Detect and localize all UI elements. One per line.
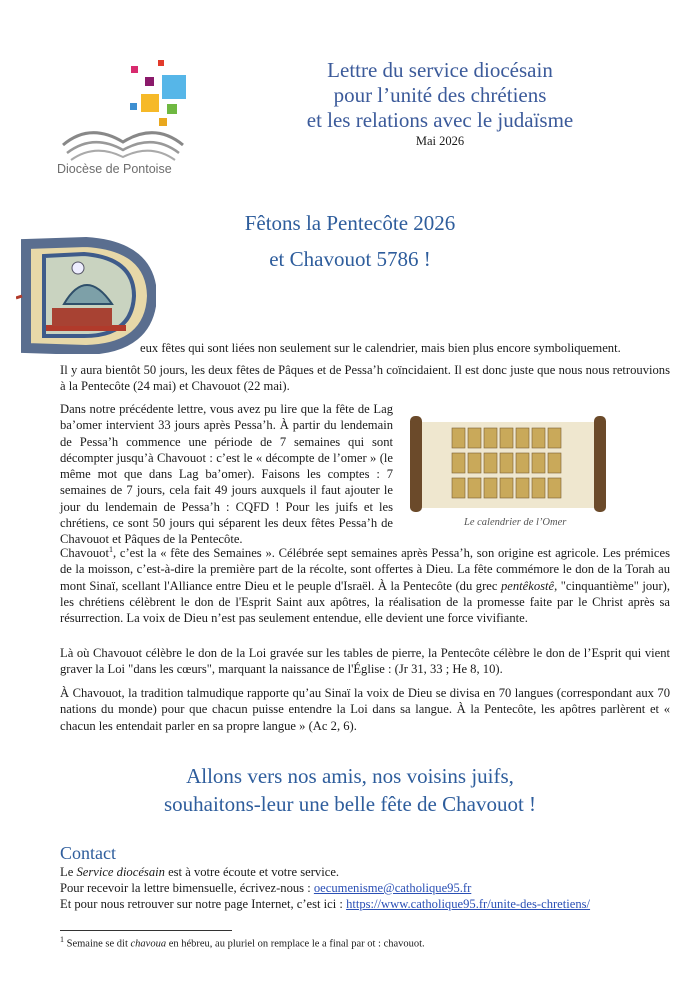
footnote-divider bbox=[60, 930, 232, 931]
paragraph-3-part-2: , "cinquantième" jour), les chrétiens célèbrent le don de l'Esprit Saint aux apôtres, la réalisation de la promesse faite par le Christ après sa résurrection. La voix de Dieu n’est pas seulement entendue, elle devient une force vivifiante. bbox=[60, 578, 671, 626]
contact-line-3-text: Et pour nous retrouver sur notre page Internet, c’est ici : bbox=[60, 897, 347, 911]
intro-paragraph: eux fêtes qui sont liées non seulement sur le calendrier, mais bien plus encore symboliquement. bbox=[140, 341, 621, 355]
letter-header bbox=[250, 58, 630, 149]
contact-line-1c: est à votre écoute et votre service. bbox=[164, 865, 340, 879]
paragraph-1: Il y aura bientôt 50 jours, les deux fêtes de Pâques et de Pessa’h coïncidaient. Il est donc juste que nous nous retrouvions à la Pentecôte (24 mai) et Chavouot (22 mai). bbox=[60, 363, 670, 394]
contact-block bbox=[60, 864, 590, 912]
contact-line-1a: Le bbox=[60, 865, 77, 879]
paragraph-2: Dans notre précédente lettre, vous avez pu lire que la fête de Lag ba’omer intervient 33 jours après Pessa’h. À partir du lendemain de Pessa’h commence une période de 7 semaines qui sont décompter jusqu’à Chavouot : c’est le « décompte de l’omer » (le même mot que dans Lag ba’omer). Faisons les comptes : 7 semaines de 7 jours, cela fait 49 jours auxquels il faut ajouter le jour du lendemain de Pessa’h : CQFD ! Pour les juifs et les chrétiens, ce sont 50 jours qui séparent les deux fêtes Pessa’h de Chavouot et Pâques de la Pentecôte. bbox=[60, 402, 393, 547]
footnote-number: 1 bbox=[60, 935, 64, 944]
contact-line-2 bbox=[60, 880, 590, 896]
email-link[interactable]: oecumenisme@catholique95.fr bbox=[313, 881, 472, 895]
footnote-text-b: en hébreu, au pluriel on remplace le a final par ot : chavouot. bbox=[166, 938, 425, 950]
contact-line-1 bbox=[60, 864, 590, 880]
cta-line-1: Allons vers nos amis, nos voisins juifs, bbox=[186, 764, 514, 788]
header-line-1: Lettre du service diocésain bbox=[327, 58, 553, 82]
footnote-italic: chavoua bbox=[130, 938, 167, 950]
greek-term: pentêkostê bbox=[500, 578, 555, 593]
contact-heading: Contact bbox=[60, 843, 116, 863]
logo-caption: Diocèse de Pontoise bbox=[57, 162, 172, 176]
chavouot-word: Chavouot bbox=[60, 546, 109, 561]
page-title bbox=[150, 205, 550, 277]
illuminated-dropcap-image bbox=[16, 236, 156, 354]
paragraph-3 bbox=[60, 542, 670, 627]
header-line-2: pour l’unité des chrétiens bbox=[333, 83, 547, 107]
header-line-3: et les relations avec le judaïsme bbox=[306, 108, 574, 132]
contact-line-2-text: Pour recevoir la lettre bimensuelle, écrivez-nous : bbox=[60, 881, 314, 895]
footnote-text-a: Semaine se dit bbox=[64, 938, 131, 950]
footnote-marker: 1 bbox=[108, 545, 113, 554]
letter-date: Mai 2026 bbox=[415, 134, 465, 148]
website-link[interactable]: https://www.catholique95.fr/unite-des-chretiens/ bbox=[346, 897, 591, 911]
omer-calendar-image bbox=[408, 396, 608, 526]
paragraph-4: Là où Chavouot célèbre le don de la Loi gravée sur les tables de pierre, la Pentecôte célèbre le don de l’Esprit qui vient graver la Loi "dans les cœurs", marquant la naissance de l'Église : (Jr 31, 33 ; He 8, 10). bbox=[60, 646, 670, 677]
service-name: Service diocésain bbox=[76, 865, 165, 879]
cta-line-2: souhaitons-leur une belle fête de Chavouot ! bbox=[163, 792, 537, 816]
title-line-1: Fêtons la Pentecôte 2026 bbox=[244, 211, 456, 235]
contact-line-3 bbox=[60, 896, 590, 912]
title-line-2: et Chavouot 5786 ! bbox=[269, 247, 431, 271]
paragraph-3-part-1: , c’est la « fête des Semaines ». Célébrée sept semaines après Pessa’h, son origine est agricole. Les prémices de la moisson, c’est-à-dire la première part de la récolte, sont offertes à Dieu. La fête commémore le don de la Torah au mont Sinaï, scellant l'Alliance entre Dieu et le peuple d'Israël. À la Pentecôte (du grec bbox=[60, 546, 670, 593]
call-to-action bbox=[60, 762, 640, 818]
image-caption: Le calendrier de l’Omer bbox=[464, 517, 567, 528]
paragraph-5: À Chavouot, la tradition talmudique rapporte qu’au Sinaï la voix de Dieu se divisa en 70 langues (correspondant aux 70 nations du monde) pour que chacun puisse entendre la Loi dans sa langue. À la Pentecôte, les apôtres parlèrent et « chacun les entendait parler en sa propre langue » (Ac 2, 6). bbox=[60, 686, 670, 733]
footnote bbox=[60, 935, 425, 950]
